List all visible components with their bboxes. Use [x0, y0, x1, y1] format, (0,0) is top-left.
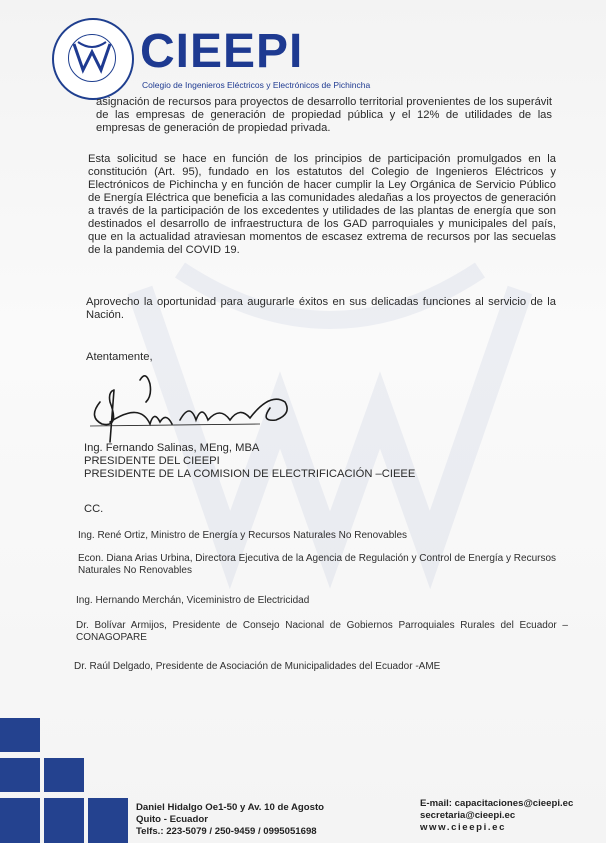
seal-logo-icon: [52, 18, 134, 100]
phones: Telfs.: 223-5079 / 250-9459 / 0995051698: [136, 826, 317, 837]
cc-recipient: Dr. Bolívar Armijos, Presidente de Consejo Nacional de Gobiernos Parroquiales Rurales del Ecuador –CONAGOPARE: [76, 620, 568, 643]
handwritten-signature-icon: [80, 362, 310, 452]
cc-label: CC.: [84, 503, 104, 515]
paragraph-2: Esta solicitud se hace en función de los principios de participación promulgados en la constitución (Art. 95), fundado en los estatutos del Colegio de Ingenieros Eléctricos y Electrónicos de Pichincha y en función de hacer cumplir la Ley Orgánica de Servicio Público de Energía Eléctrica que beneficia a las comunidades aledañas a los proyectos de generación a través de la participación de los excedentes y utilidades de las plantas de energía que son destinados el desarrollo de infraestructura de los GAD parroquiales y municipales del país, que en la actualidad atraviesan momentos de escasez extrema de recursos por las secuelas de la pandemia del COVID 19.: [88, 153, 556, 256]
brand-name: CIEEPI: [140, 25, 304, 78]
email-secretaria-link[interactable]: secretaria@cieepi.ec: [420, 810, 516, 821]
signer-title-2: PRESIDENTE DE LA COMISION DE ELECTRIFICACIÓN –CIEEE: [84, 468, 416, 480]
paragraph-1: asignación de recursos para proyectos de desarrollo territorial provenientes de los superávit de las empresas de generación de propiedad pública y el 12% de utilidades de las empresas de generación de propiedad privada.: [96, 96, 552, 134]
address-line-2: Quito - Ecuador: [136, 814, 208, 825]
letterhead: [52, 18, 372, 98]
email-link[interactable]: E-mail: capacitaciones@cieepi.ec: [420, 798, 574, 809]
address-line-1: Daniel Hidalgo Oe1-50 y Av. 10 de Agosto: [136, 802, 325, 813]
footer-contact: [420, 798, 573, 834]
closing: Atentamente,: [86, 351, 153, 363]
cc-recipient: Dr. Raúl Delgado, Presidente de Asociación de Municipalidades del Ecuador -AME: [74, 661, 441, 672]
paragraph-3: Aprovecho la oportunidad para augurarle éxitos en sus delicadas funciones al servicio de la Nación.: [86, 296, 556, 321]
cc-recipient: Ing. Hernando Merchán, Viceministro de Electricidad: [76, 595, 310, 606]
signer-block: [84, 442, 415, 481]
cc-recipient: Ing. René Ortiz, Ministro de Energía y Recursos Naturales No Renovables: [78, 530, 408, 541]
website-link[interactable]: www.cieepi.ec: [420, 822, 507, 833]
signer-title-1: PRESIDENTE DEL CIEEPI: [84, 455, 220, 467]
footer-decor-blocks: [0, 700, 150, 843]
signer-name: Ing. Fernando Salinas, MEng, MBA: [84, 442, 260, 454]
cc-recipient: Econ. Diana Arias Urbina, Directora Ejecutiva de la Agencia de Regulación y Control de Energía y Recursos Naturales No Renovables: [78, 553, 557, 576]
footer-address: [136, 802, 324, 838]
brand-subtitle: Colegio de Ingenieros Eléctricos y Electrónicos de Pichincha: [142, 80, 371, 90]
